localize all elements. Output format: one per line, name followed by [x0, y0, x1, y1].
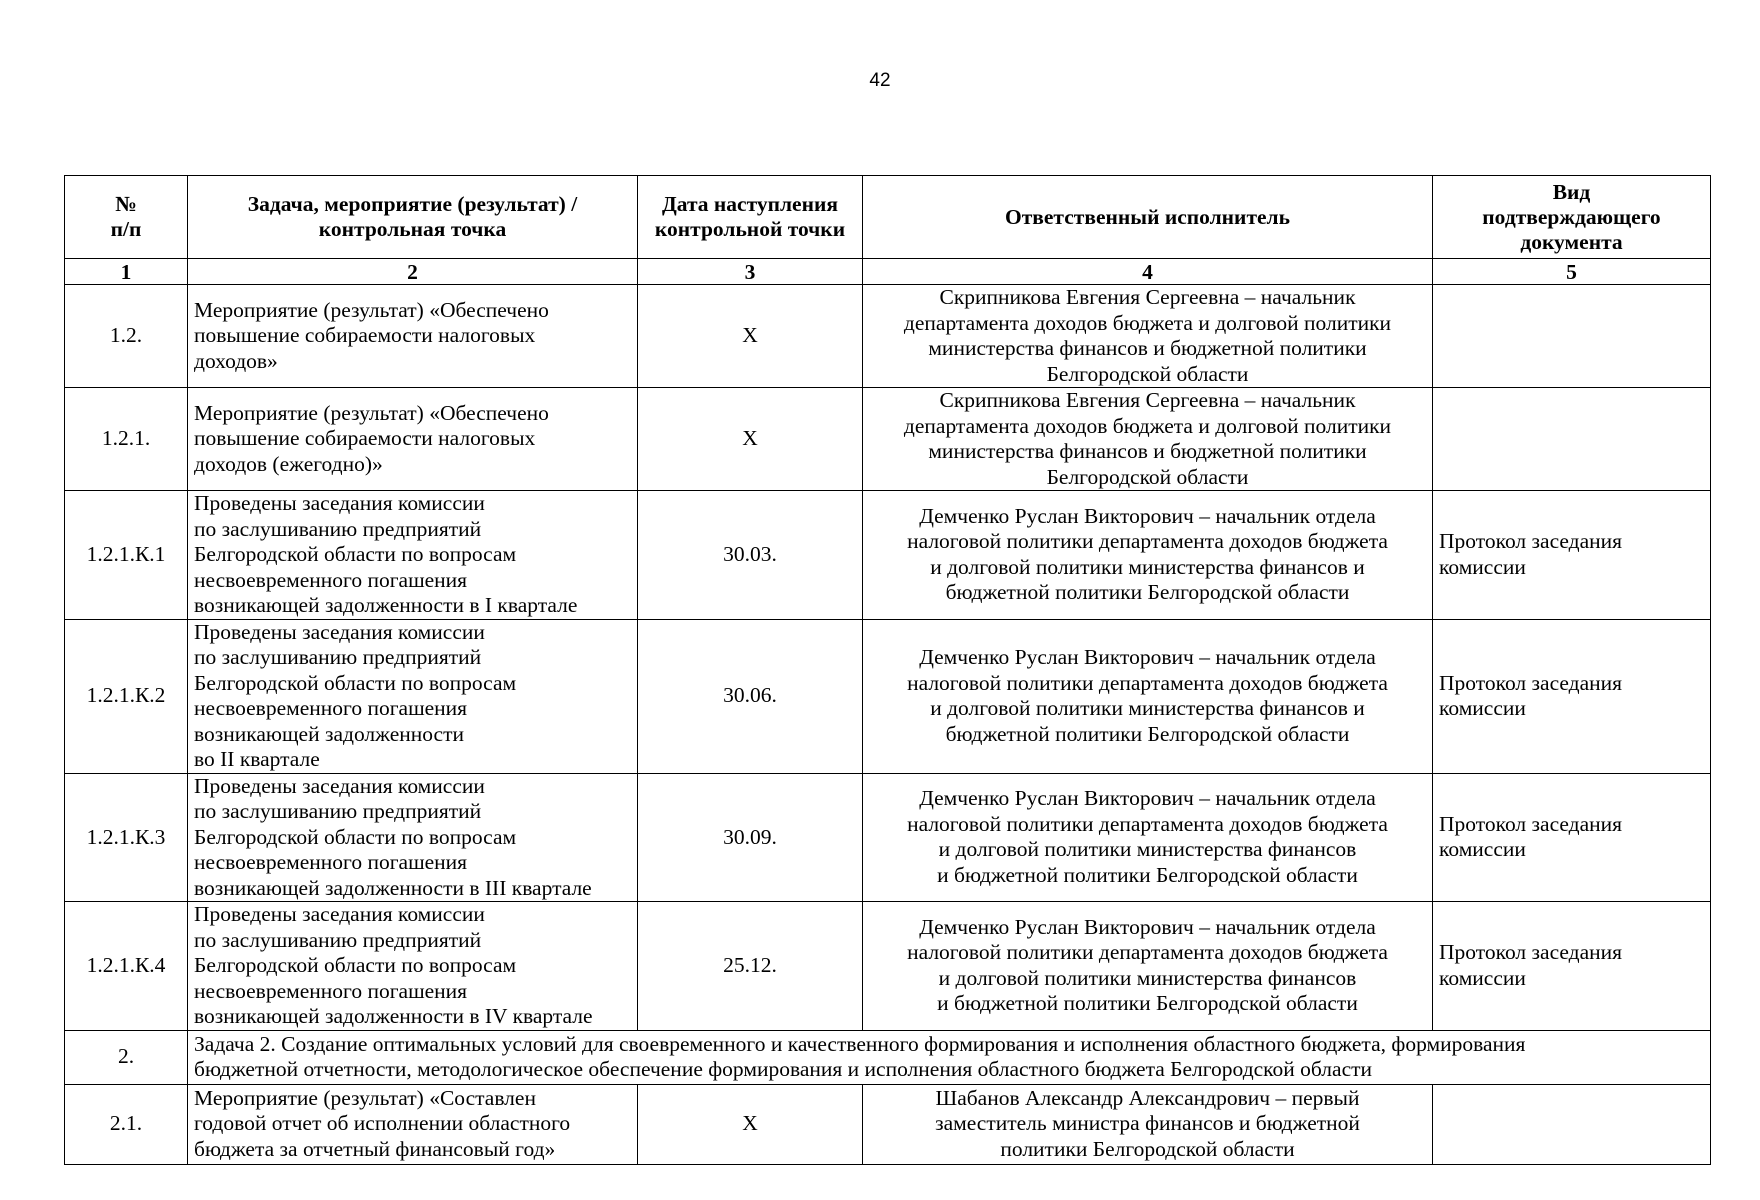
text-line: бюджета за отчетный финансовый год» [194, 1136, 556, 1161]
row-document [1433, 619, 1711, 773]
row-responsible [863, 1084, 1433, 1164]
text-line: несвоевременного погашения [194, 850, 468, 874]
row-responsible [863, 285, 1433, 388]
row-task [188, 773, 638, 902]
text-line: возникающей задолженности в I квартале [194, 593, 578, 617]
row-date: 30.06. [638, 619, 863, 773]
text-line: Протокол заседания [1439, 670, 1623, 695]
row-responsible [863, 388, 1433, 491]
row-document [1433, 773, 1711, 902]
text-line: во II квартале [194, 747, 320, 771]
text-line: Белгородской области по вопросам [194, 542, 517, 566]
header-task [188, 176, 638, 259]
table-row [65, 773, 1711, 902]
text-line: политики Белгородской области [1000, 1136, 1295, 1161]
text-line: по заслушиванию предприятий [194, 645, 482, 669]
row-task [188, 388, 638, 491]
table-row [65, 619, 1711, 773]
row-document [1433, 388, 1711, 491]
text-line: Белгородской области [1046, 361, 1249, 386]
column-numbers-row [65, 259, 1711, 285]
text-line: министерства финансов и бюджетной политики [928, 439, 1367, 463]
row-number: 1.2. [65, 285, 188, 388]
text-line: доходов (ежегодно)» [194, 451, 383, 476]
text-line: Демченко Руслан Викторович – начальник отдела [919, 503, 1376, 528]
text-line: бюджетной политики Белгородской области [945, 721, 1350, 746]
row-task [188, 902, 638, 1031]
text-line: контрольной точки [654, 217, 846, 241]
header-number [65, 176, 188, 259]
row-number: 1.2.1.К.3 [65, 773, 188, 902]
text-line: Скрипникова Евгения Сергеевна – начальник [939, 388, 1356, 412]
row-document [1433, 285, 1711, 388]
text-line: по заслушиванию предприятий [194, 516, 482, 541]
text-line: налоговой политики департамента доходов бюджета [907, 940, 1388, 965]
row-document [1433, 902, 1711, 1031]
text-line: документа [1520, 229, 1623, 254]
text-line: годовой отчет об исполнении областного [194, 1111, 571, 1136]
text-line: Задача 2. Создание оптимальных условий для своевременного и качественного формирования и исполнения областного бюджета, формирования [194, 1031, 1526, 1056]
row-date: Х [638, 1084, 863, 1164]
text-line: Демченко Руслан Викторович – начальник отдела [919, 914, 1376, 939]
row-number: 2.1. [65, 1084, 188, 1164]
row-date: Х [638, 388, 863, 491]
text-line: Проведены заседания комиссии [194, 773, 485, 798]
task-number: 2. [65, 1030, 188, 1084]
text-line: департамента доходов бюджета и долговой политики [903, 413, 1392, 438]
text-line: Белгородской области по вопросам [194, 824, 517, 849]
column-number: 3 [638, 259, 863, 285]
text-line: Белгородской области по вопросам [194, 953, 517, 977]
text-line: и бюджетной политики Белгородской области [937, 991, 1358, 1016]
text-line: несвоевременного погашения [194, 978, 468, 1003]
row-date: 25.12. [638, 902, 863, 1031]
row-task [188, 285, 638, 388]
row-task [188, 619, 638, 773]
row-number: 1.2.1. [65, 388, 188, 491]
text-line: Скрипникова Евгения Сергеевна – начальник [939, 285, 1356, 309]
text-line: и бюджетной политики Белгородской области [937, 862, 1358, 887]
table-row [65, 1084, 1711, 1164]
text-line: Демченко Руслан Викторович – начальник отдела [919, 786, 1376, 811]
row-document [1433, 1084, 1711, 1164]
row-responsible [863, 902, 1433, 1031]
control-points-table [64, 175, 1711, 1165]
text-line: несвоевременного погашения [194, 567, 468, 592]
row-date: 30.03. [638, 491, 863, 620]
text-line: комиссии [1439, 554, 1526, 579]
row-date: 30.09. [638, 773, 863, 902]
text-line: и долговой политики министерства финансов [938, 837, 1357, 862]
text-line: Протокол заседания [1439, 529, 1623, 554]
column-number: 2 [188, 259, 638, 285]
text-line: комиссии [1439, 837, 1526, 862]
text-line: Вид [1552, 179, 1591, 204]
row-document [1433, 491, 1711, 620]
text-line: Демченко Руслан Викторович – начальник отдела [919, 645, 1376, 669]
text-line: № [115, 192, 137, 216]
task-section-row [65, 1030, 1711, 1084]
column-number: 1 [65, 259, 188, 285]
table-row [65, 285, 1711, 388]
text-line: повышение собираемости налоговых [194, 323, 536, 348]
text-line: Проведены заседания комиссии [194, 619, 485, 644]
text-line: налоговой политики департамента доходов бюджета [907, 811, 1388, 836]
text-line: Белгородской области [1046, 464, 1249, 489]
row-responsible [863, 491, 1433, 620]
text-line: доходов» [194, 348, 278, 373]
header-document [1433, 176, 1711, 259]
text-line: комиссии [1439, 696, 1526, 720]
row-task [188, 491, 638, 620]
text-line: Шабанов Александр Александрович – первый [935, 1085, 1360, 1110]
text-line: Протокол заседания [1439, 811, 1623, 836]
header-row [65, 176, 1711, 259]
header-responsible [863, 176, 1433, 259]
text-line: и долговой политики министерства финансов и [930, 554, 1365, 579]
row-task [188, 1084, 638, 1164]
text-line: Протокол заседания [1439, 940, 1623, 965]
text-line: департамента доходов бюджета и долговой политики [903, 310, 1392, 335]
task-description [188, 1030, 1711, 1084]
text-line: бюджетной отчетности, методологическое обеспечение формирования и исполнения областного бюджета Белгородской области [194, 1057, 1373, 1081]
text-line: п/п [110, 217, 142, 241]
text-line: комиссии [1439, 965, 1526, 990]
text-line: Проведены заседания комиссии [194, 491, 485, 515]
text-line: по заслушиванию предприятий [194, 799, 482, 823]
text-line: Задача, мероприятие (результат) / [247, 192, 578, 216]
row-number: 1.2.1.К.1 [65, 491, 188, 620]
table-row [65, 491, 1711, 620]
row-responsible [863, 773, 1433, 902]
text-line: Дата наступления [661, 192, 839, 216]
text-line: министерства финансов и бюджетной политики [928, 336, 1367, 360]
text-line: Ответственный исполнитель [1004, 204, 1290, 229]
text-line: налоговой политики департамента доходов бюджета [907, 670, 1388, 695]
row-number: 1.2.1.К.4 [65, 902, 188, 1031]
text-line: и долговой политики министерства финансов и [930, 696, 1365, 720]
text-line: возникающей задолженности [194, 721, 464, 746]
text-line: Мероприятие (результат) «Составлен [194, 1085, 536, 1110]
text-line: налоговой политики департамента доходов бюджета [907, 529, 1388, 554]
table-row [65, 902, 1711, 1031]
text-line: Белгородской области по вопросам [194, 670, 517, 695]
column-number: 4 [863, 259, 1433, 285]
text-line: бюджетной политики Белгородской области [945, 580, 1350, 605]
text-line: заместитель министра финансов и бюджетной [935, 1111, 1360, 1136]
page-number: 42 [869, 70, 891, 91]
table-row [65, 388, 1711, 491]
text-line: возникающей задолженности в IV квартале [194, 1004, 593, 1028]
text-line: Мероприятие (результат) «Обеспечено [194, 297, 549, 322]
text-line: возникающей задолженности в III квартале [194, 875, 592, 900]
text-line: Проведены заседания комиссии [194, 902, 485, 926]
row-number: 1.2.1.К.2 [65, 619, 188, 773]
header-date [638, 176, 863, 259]
column-number: 5 [1433, 259, 1711, 285]
row-responsible [863, 619, 1433, 773]
text-line: контрольная точка [318, 217, 507, 241]
text-line: повышение собираемости налоговых [194, 426, 536, 451]
row-date: Х [638, 285, 863, 388]
text-line: несвоевременного погашения [194, 696, 468, 720]
text-line: Мероприятие (результат) «Обеспечено [194, 400, 549, 425]
text-line: подтверждающего [1482, 204, 1661, 229]
text-line: по заслушиванию предприятий [194, 927, 482, 952]
text-line: и долговой политики министерства финансов [938, 965, 1357, 990]
